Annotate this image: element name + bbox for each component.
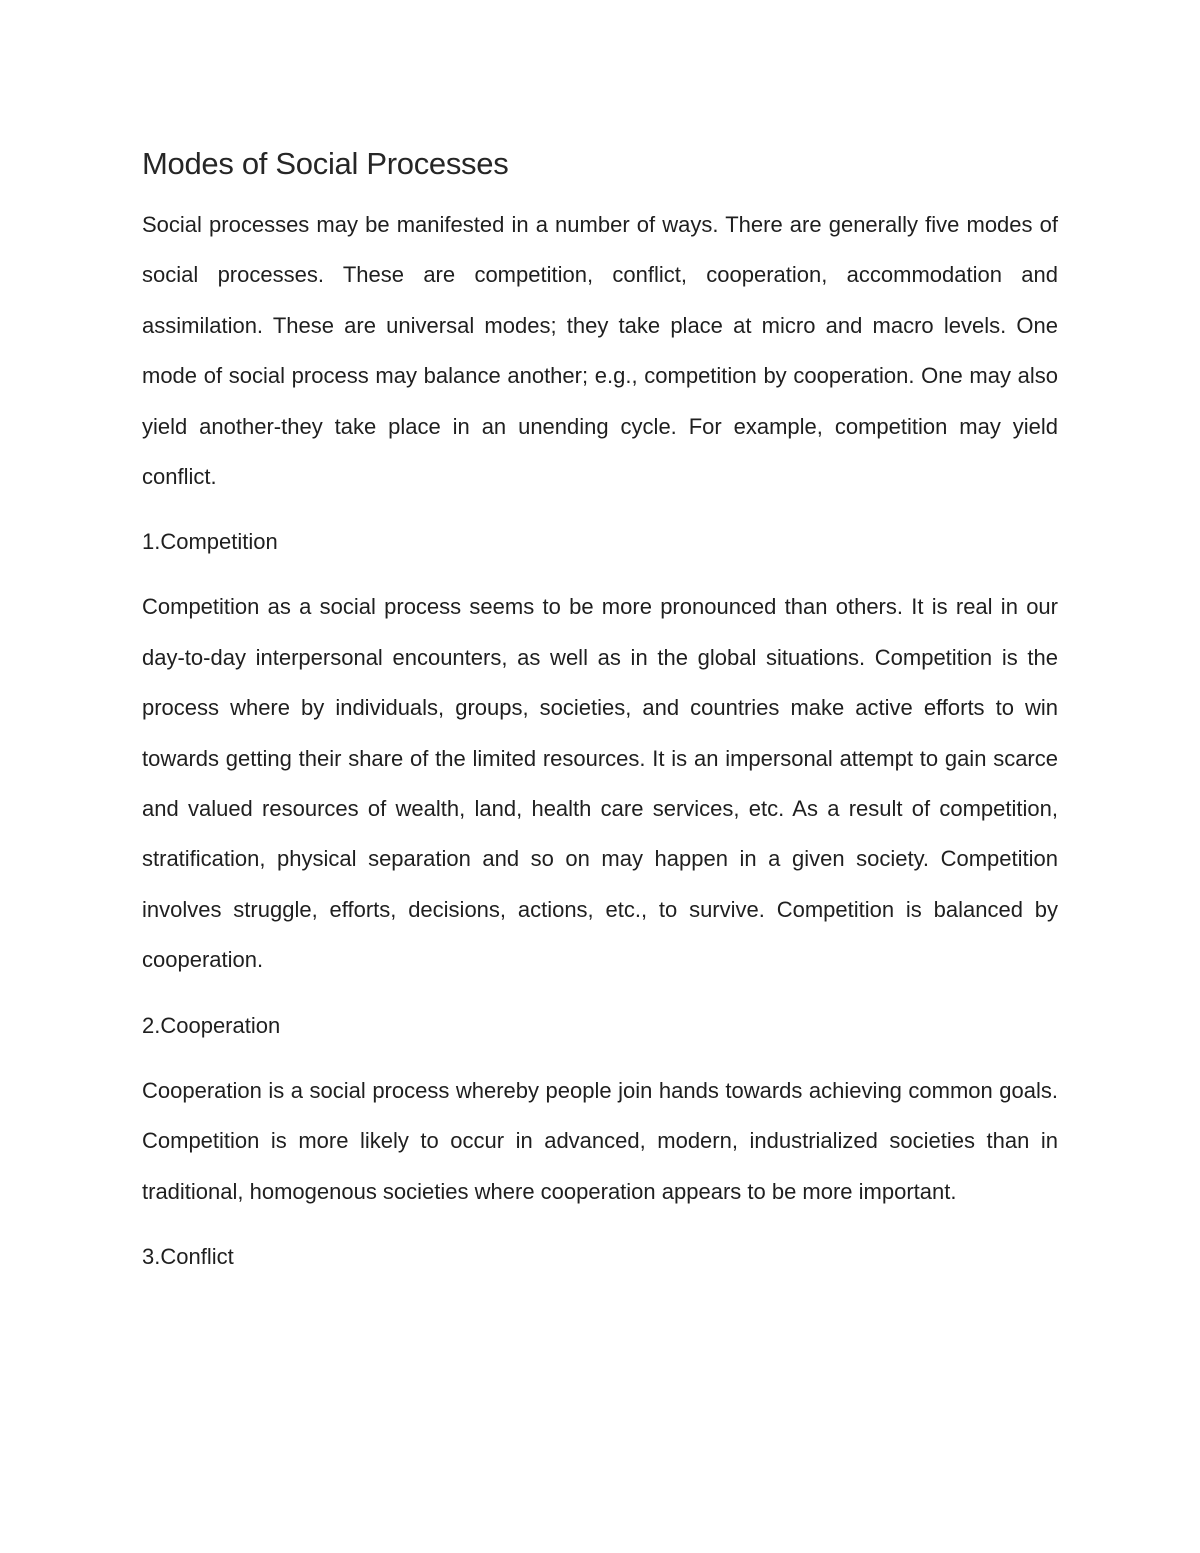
section-body-cooperation: Cooperation is a social process whereby people join hands towards achieving common goals. Competition is more likely to occur in advanced, modern, industrialized societies than in traditional, homogenous societies where cooperation appears to be more important. [142,1077,1058,1204]
section-heading-competition: 1.Competition [142,529,278,555]
section-body-competition: Competition as a social process seems to be more pronounced than others. It is real in our day-to-day interpersonal encounters, as well as in the global situations. Competition is the process where by individuals, groups, societies, and countries make active efforts to win towards getting their share of the limited resources. It is an impersonal attempt to gain scarce and valued resources of wealth, land, health care services, etc. As a result of competition, stratification, physical separation and so on may happen in a given society. Competition involves struggle, efforts, decisions, actions, etc., to survive. Competition is balanced by cooperation. [142,594,1058,973]
document-title: Modes of Social Processes [142,146,509,181]
section-heading-cooperation: 2.Cooperation [142,1012,281,1038]
section-heading-conflict: 3.Conflict [142,1243,234,1269]
document-page [142,140,1058,1297]
intro-paragraph: Social processes may be manifested in a number of ways. There are generally five modes of social processes. These are competition, conflict, cooperation, accommodation and assimilation. These are universal modes; they take place at micro and macro levels. One mode of social process may balance another; e.g., competition by cooperation. One may also yield another-they take place in an unending cycle. For example, competition may yield conflict. [142,212,1058,490]
